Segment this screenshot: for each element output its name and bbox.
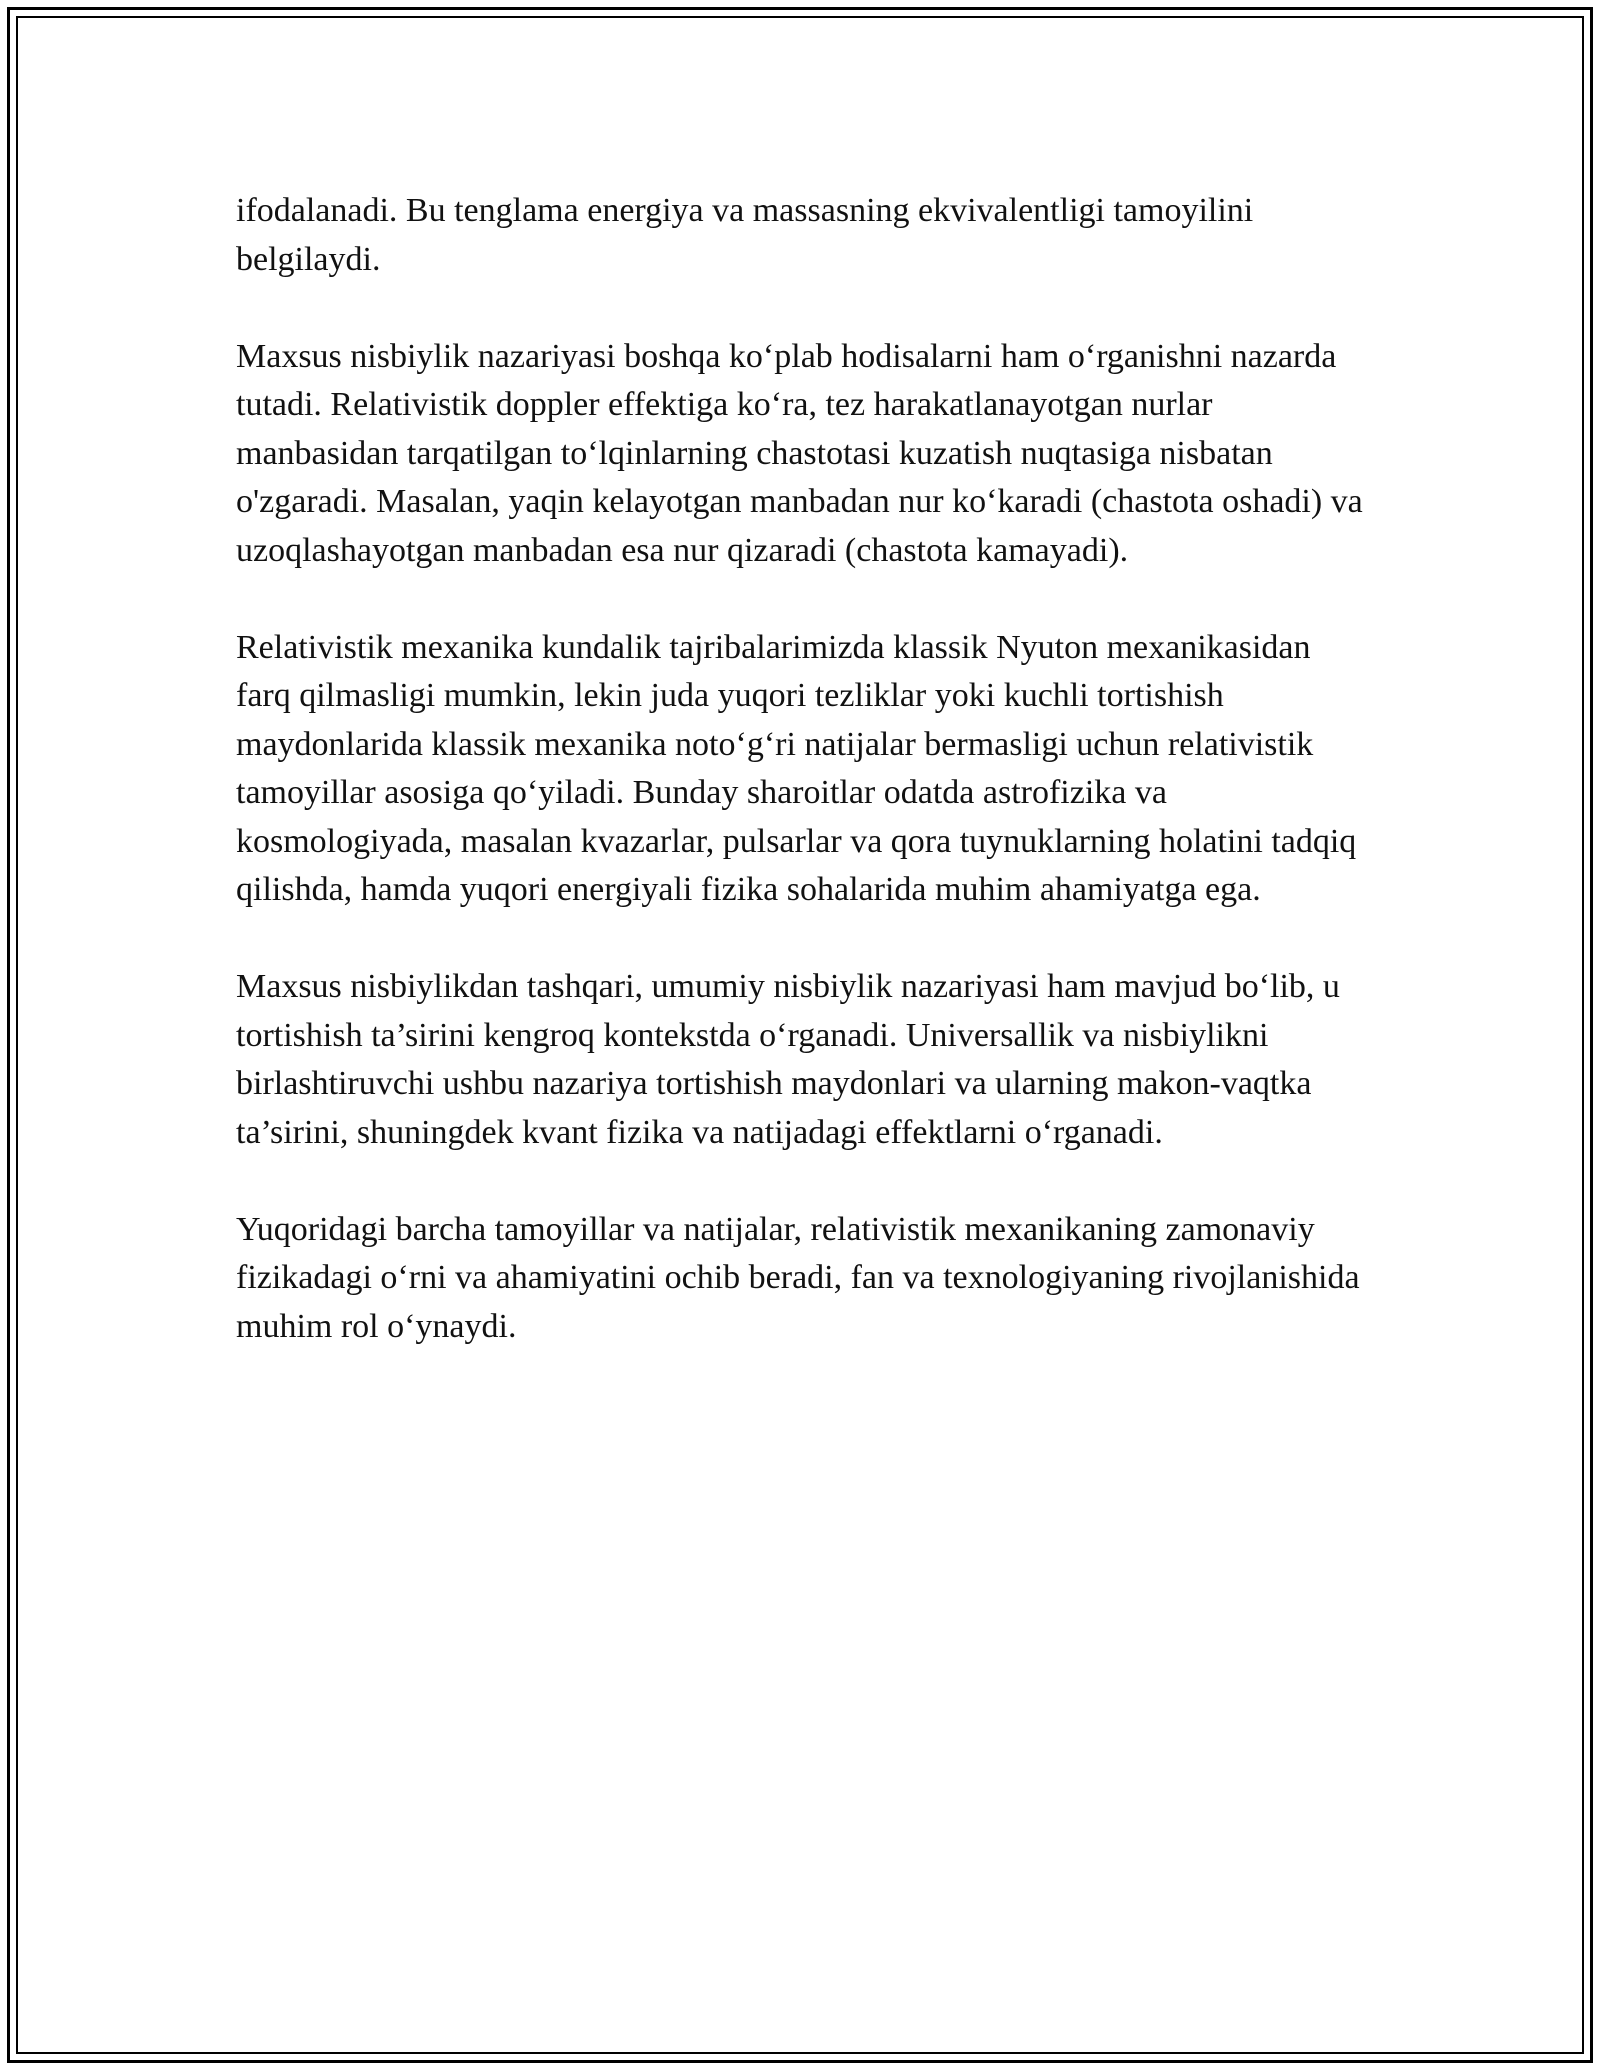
paragraph-4: Maxsus nisbiylikdan tashqari, umumiy nisbiylik nazariyasi ham mavjud bo‘lib, u tortishish ta’sirini kengroq kontekstda o‘rganadi. Universallik va nisbiylikni birlashtiruvchi ushbu nazariya tortishish maydonlari va ularning makon-vaqtka ta’sirini, shuningdek kvant fizika va natijadagi effektlarni o‘rganadi.	[236, 968, 1340, 1151]
paragraph-5: Yuqoridagi barcha tamoyillar va natijalar, relativistik mexanikaning zamonaviy fizikadagi o‘rni va ahamiyatini ochib beradi, fan va texnologiyaning rivojlanishida muhim rol o‘ynaydi.	[236, 1210, 1360, 1345]
document-body	[236, 187, 1366, 1400]
paragraph-1: ifodalanadi. Bu tenglama energiya va massasning ekvivalentligi tamoyilini belgilaydi.	[236, 192, 1254, 278]
paragraph-2: Maxsus nisbiylik nazariyasi boshqa ko‘plab hodisalarni ham o‘rganishni nazarda tutadi. Relativistik doppler effektiga ko‘ra, tez harakatlanayotgan nurlar manbasidan tarqatilgan to‘lqinlarning chastotasi kuzatish nuqtasiga nisbatan o'zgaradi. Masalan, yaqin kelayotgan manbadan nur ko‘karadi (chastota oshadi) va uzoqlashayotgan manbadan esa nur qizaradi (chastota kamayadi).	[236, 337, 1363, 569]
paragraph-3: Relativistik mexanika kundalik tajribalarimizda klassik Nyuton mexanikasidan farq qilmasligi mumkin, lekin juda yuqori tezliklar yoki kuchli tortishish maydonlarida klassik mexanika noto‘g‘ri natijalar bermasligi uchun relativistik tamoyillar asosiga qo‘yiladi. Bunday sharoitlar odatda astrofizika va kosmologiyada, masalan kvazarlar, pulsarlar va qora tuynuklarning holatini tadqiq qilishda, hamda yuqori energiyali fizika sohalarida muhim ahamiyatga ega.	[236, 628, 1357, 908]
